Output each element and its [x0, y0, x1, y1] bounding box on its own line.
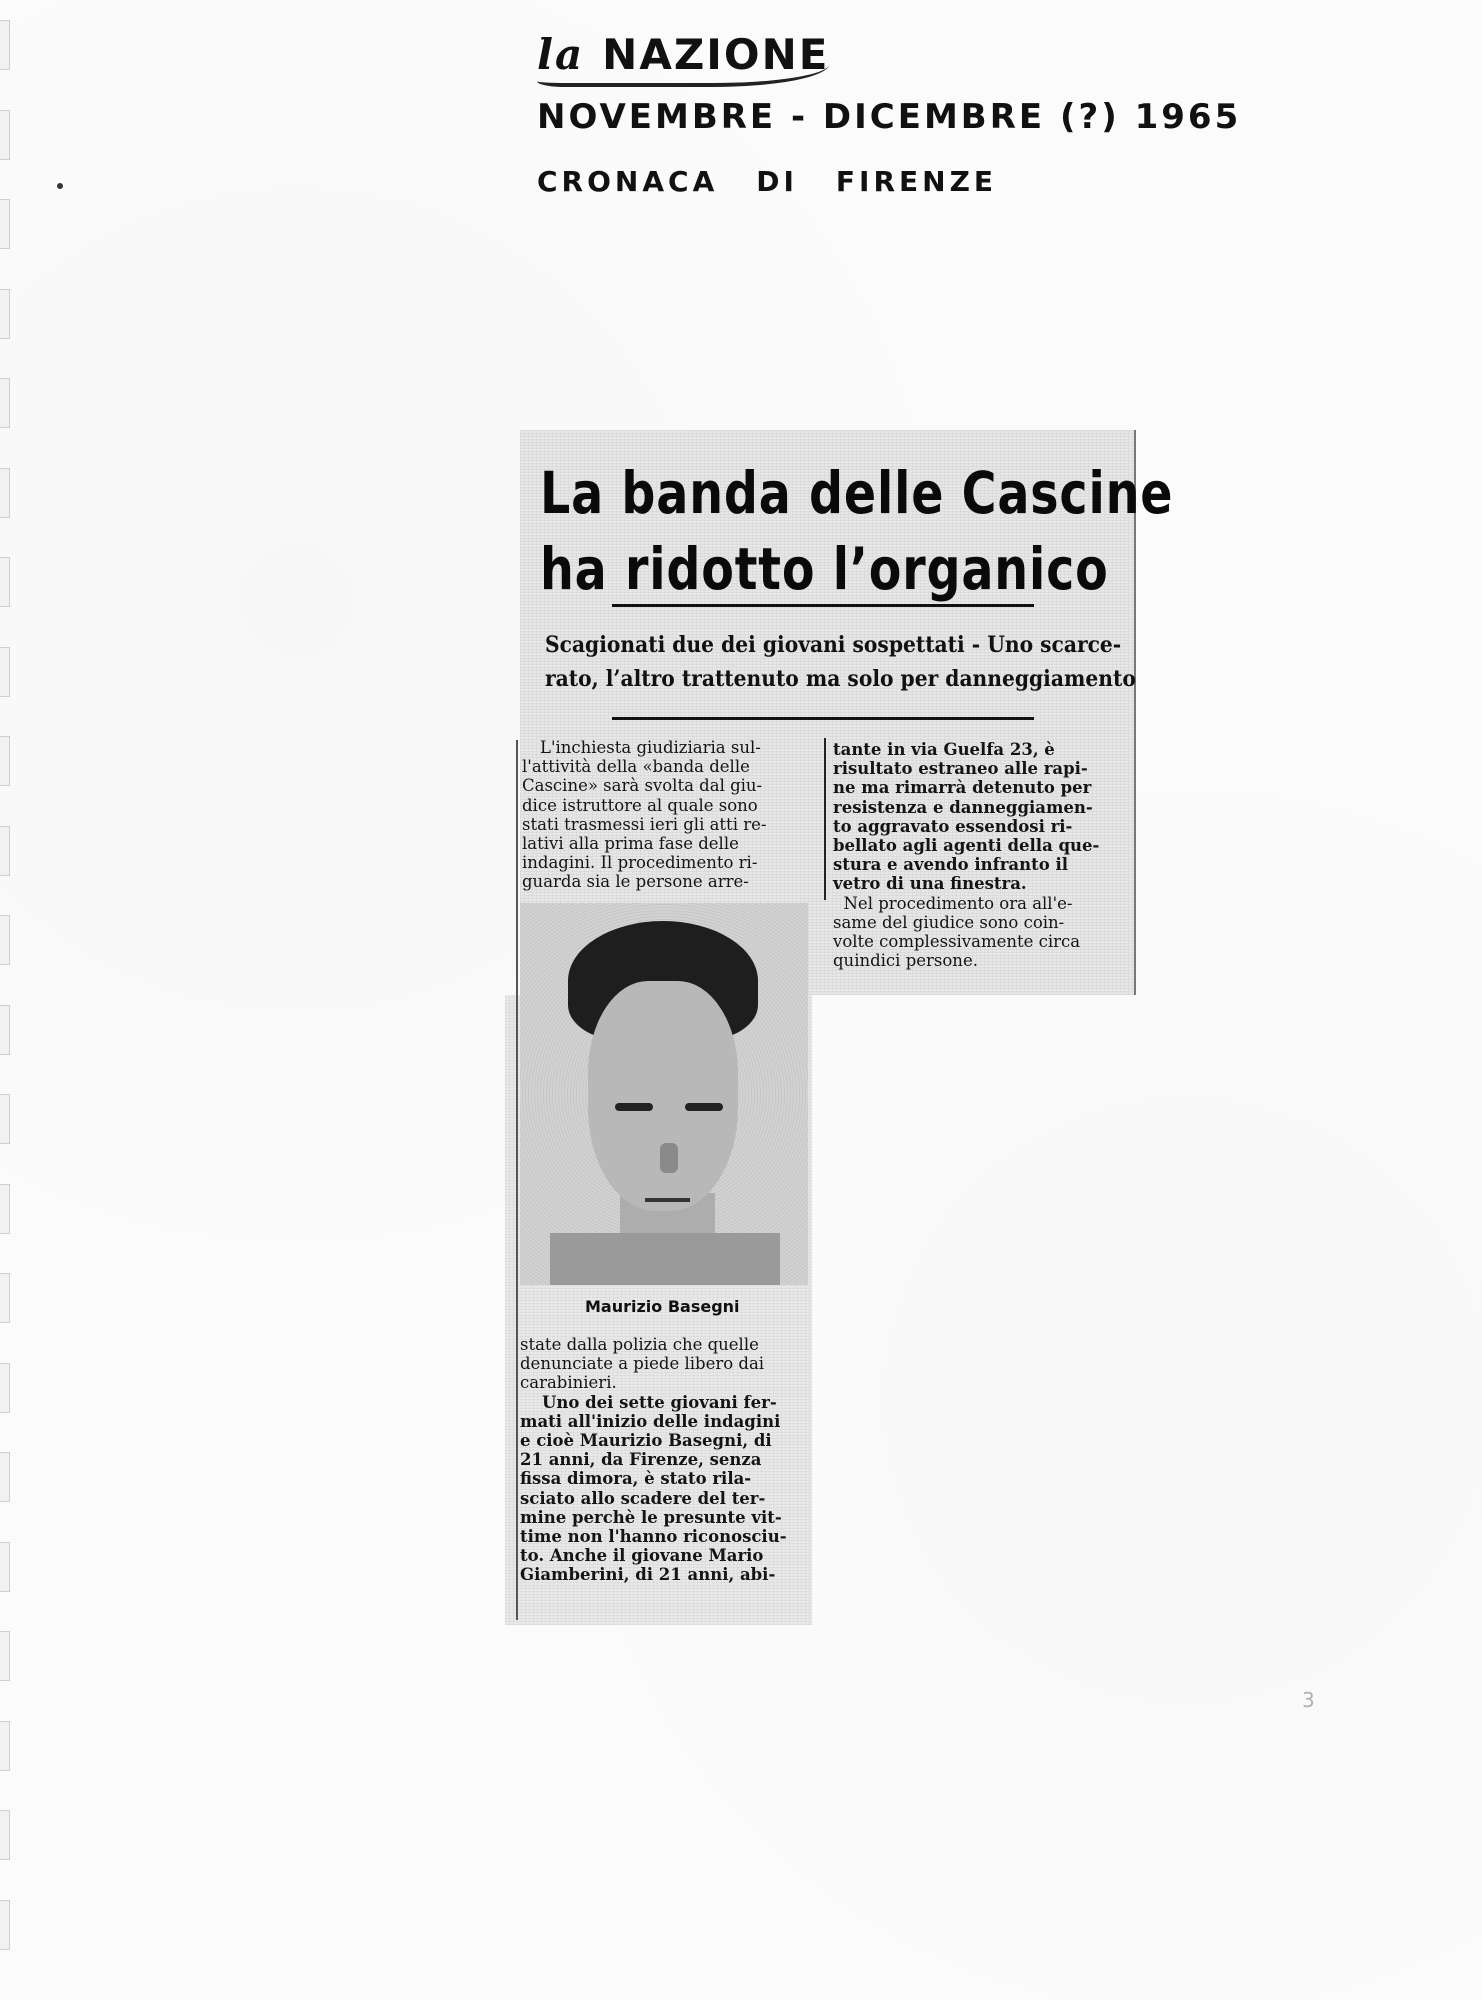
- text-line: tante in via Guelfa 23, è: [833, 740, 1055, 759]
- section-word: DI: [756, 165, 798, 198]
- binder-slot: [0, 20, 10, 70]
- binder-slot: [0, 378, 10, 428]
- text-line: to. Anche il giovane Mario: [520, 1546, 764, 1566]
- text-line: bellato agli agenti della que-: [833, 836, 1100, 856]
- binder-slot: [0, 1184, 10, 1234]
- pencil-page-number: 3: [1302, 1688, 1315, 1712]
- binder-slot: [0, 736, 10, 786]
- binder-slot: [0, 1094, 10, 1144]
- text-line: e cioè Maurizio Basegni, di: [520, 1431, 772, 1451]
- binder-slot: [0, 1810, 10, 1860]
- photo-eye: [685, 1103, 723, 1111]
- photo-collar: [550, 1233, 780, 1285]
- text-line: stati trasmessi ieri gli atti re-: [522, 814, 767, 834]
- subhead-line: Scagionati due dei giovani sospettati - Uno scarce-: [545, 632, 1122, 658]
- text-line: resistenza e danneggiamen-: [833, 797, 1093, 817]
- binder-slot: [0, 110, 10, 160]
- text-line: stura e avendo infranto il: [833, 855, 1068, 875]
- text-line: same del giudice sono coin-: [833, 912, 1065, 932]
- binder-slot: [0, 915, 10, 965]
- binder-slot: [0, 1542, 10, 1592]
- section-line: [537, 165, 1317, 198]
- binder-slot: [0, 1273, 10, 1323]
- text-line: dice istruttore al quale sono: [522, 795, 758, 815]
- headline-line: La banda delle Cascine: [540, 459, 1174, 527]
- text-line: ne ma rimarrà detenuto per: [833, 778, 1092, 798]
- column-border: [516, 740, 518, 1620]
- text-line: to aggravato essendosi ri-: [833, 816, 1073, 836]
- text-line: Uno dei sette giovani fer-: [542, 1392, 777, 1412]
- binder-slot: [0, 1900, 10, 1950]
- headline-line: ha ridotto l’organico: [540, 535, 1109, 603]
- binder-slot: [0, 199, 10, 249]
- column-divider: [824, 738, 826, 900]
- text-line: indagini. Il procedimento ri-: [522, 853, 758, 873]
- subhead-line: rato, l’altro trattenuto ma solo per danneggiamento: [545, 666, 1136, 692]
- handwritten-annotation: [537, 30, 1317, 198]
- article-column-right: [833, 740, 1128, 970]
- text-line: carabinieri.: [520, 1373, 617, 1393]
- text-line: Nel procedimento ora all'e-: [833, 893, 1073, 913]
- text-line: Cascine» sarà svolta dal giu-: [522, 776, 763, 796]
- binder-slot: [0, 826, 10, 876]
- text-line: Giamberini, di 21 anni, abi-: [520, 1565, 776, 1585]
- text-line: L'inchiesta giudiziaria sul-: [540, 738, 761, 757]
- text-line: state dalla polizia che quelle: [520, 1335, 759, 1354]
- binder-edge: [0, 0, 12, 2000]
- article-column-left-top: [522, 738, 817, 892]
- binder-slot: [0, 468, 10, 518]
- section-word: FIRENZE: [835, 165, 998, 198]
- text-line: mati all'inizio delle indagini: [520, 1411, 781, 1431]
- text-line: time non l'hanno riconosciu-: [520, 1527, 787, 1547]
- ink-speck: [57, 183, 63, 189]
- text-line: guarda sia le persone arre-: [522, 872, 749, 892]
- binder-slot: [0, 1363, 10, 1413]
- date-line: NOVEMBRE - DICEMBRE (?) 1965: [537, 97, 1242, 137]
- text-line: vetro di una finestra.: [833, 874, 1027, 894]
- binder-slot: [0, 289, 10, 339]
- text-line: fissa dimora, è stato rila-: [520, 1469, 752, 1489]
- newspaper-name: [537, 30, 829, 87]
- subhead-rule: [612, 717, 1034, 720]
- newspaper-prefix: la: [537, 30, 585, 79]
- binder-slot: [0, 1721, 10, 1771]
- binder-slot: [0, 557, 10, 607]
- text-line: volte complessivamente circa: [833, 932, 1081, 952]
- section-word: CRONACA: [537, 165, 719, 198]
- text-line: mine perchè le presunte vit-: [520, 1507, 782, 1527]
- binder-slot: [0, 1005, 10, 1055]
- text-line: l'attività della «banda delle: [522, 757, 750, 777]
- article-subhead: [545, 628, 1136, 696]
- binder-slot: [0, 1452, 10, 1502]
- photo-nose: [660, 1143, 678, 1173]
- text-line: denunciate a piede libero dai: [520, 1354, 765, 1374]
- article-column-left-bottom: [520, 1335, 812, 1585]
- portrait-photo: [520, 903, 808, 1285]
- article-headline: [540, 455, 1174, 607]
- photo-face: [588, 981, 738, 1211]
- text-line: lativi alla prima fase delle: [522, 834, 739, 854]
- photo-caption: Maurizio Basegni: [585, 1297, 740, 1316]
- photo-eye: [615, 1103, 653, 1111]
- text-line: sciato allo scadere del ter-: [520, 1488, 766, 1508]
- binder-slot: [0, 647, 10, 697]
- photo-mouth: [645, 1198, 690, 1202]
- text-line: 21 anni, da Firenze, senza: [520, 1450, 762, 1470]
- newspaper-title: NAZIONE: [602, 30, 830, 79]
- headline-rule: [612, 604, 1034, 607]
- text-line: quindici persone.: [833, 951, 978, 971]
- text-line: risultato estraneo alle rapi-: [833, 759, 1088, 779]
- binder-slot: [0, 1631, 10, 1681]
